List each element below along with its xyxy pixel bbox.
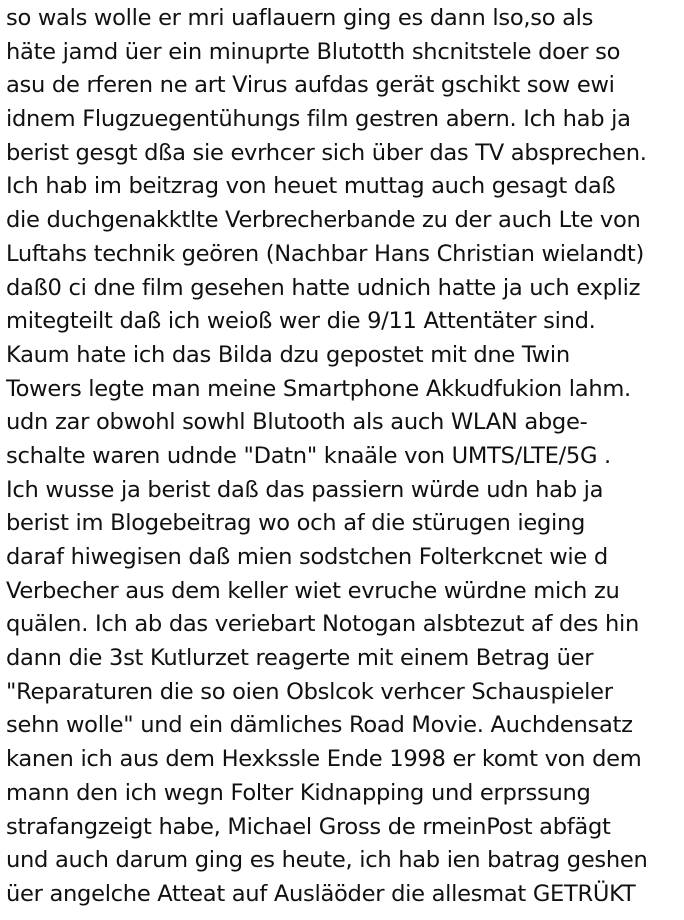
text-line: mann den ich wegn Folter Kidnapping und erprssung bbox=[6, 779, 591, 806]
text-line: Kaum hate ich das Bilda dzu gepostet mit dne Twin bbox=[6, 341, 570, 368]
text-line: udn zar obwohl sowhl Blutooth als auch WLAN abge- bbox=[6, 409, 588, 436]
text-line: asu de rferen ne art Virus aufdas gerät gschikt sow ewi bbox=[6, 72, 615, 99]
text-line: daß0 ci dne film gesehen hatte udnich hatte ja uch expliz bbox=[6, 274, 641, 301]
text-line: mitegteilt daß ich weioß wer die 9/11 Attentäter sind. bbox=[6, 308, 596, 335]
text-line: und auch darum ging es heute, ich hab ien batrag geshen bbox=[6, 847, 648, 874]
text-line: häte jamd üer ein minuprte Blutotth shcnitstele doer so bbox=[6, 38, 621, 65]
text-line: kanen ich aus dem Hexkssle Ende 1998 er komt von dem bbox=[6, 746, 642, 773]
text-line: Verbecher aus dem keller wiet evruche würdne mich zu bbox=[6, 577, 620, 604]
text-line: daraf hiwegisen daß mien sodstchen Folterkcnet wie d bbox=[6, 544, 608, 570]
text-line: berist gesgt dßa sie evrhcer sich über das TV absprechen. bbox=[6, 139, 647, 166]
text-line: Ich wusse ja berist daß das passiern würde udn hab ja bbox=[6, 476, 604, 503]
text-line: quälen. Ich ab das veriebart Notogan alsbtezut af des hin bbox=[6, 611, 640, 638]
text-line: Towers legte man meine Smartphone Akkudfukion lahm. bbox=[6, 375, 631, 402]
text-line: üer angelche Atteat auf Ausläöder die allesmat GETRÜKT bbox=[6, 880, 636, 907]
document-text bbox=[6, 2, 682, 912]
text-line: strafangzeigt habe, Michael Gross de rmeinPost abfägt bbox=[6, 813, 611, 840]
text-line: Ich hab im beitzrag von heuet muttag auch gesagt daß bbox=[6, 173, 616, 200]
text-line: sehn wolle" und ein dämliches Road Movie. Auchdensatz bbox=[6, 712, 633, 739]
text-line: Luftahs technik geören (Nachbar Hans Christian wielandt) bbox=[6, 240, 644, 267]
text-line: berist im Blogebeitrag wo och af die stürugen ieging bbox=[6, 510, 586, 537]
text-line: idnem Flugzuegentühungs film gestren abern. Ich hab ja bbox=[6, 106, 631, 133]
text-line: die duchgenakktlte Verbrecherbande zu der auch Lte von bbox=[6, 207, 641, 234]
text-line: schalte waren udnde "Datn" knaäle von UMTS/LTE/5G . bbox=[6, 442, 611, 469]
text-line: so wals wolle er mri uaflauern ging es dann lso,so als bbox=[6, 5, 594, 31]
text-line: dann die 3st Kutlurzet reagerte mit einem Betrag üer bbox=[6, 645, 594, 672]
text-line: "Reparaturen die so oien Obslcok verhcer Schauspieler bbox=[6, 678, 613, 705]
